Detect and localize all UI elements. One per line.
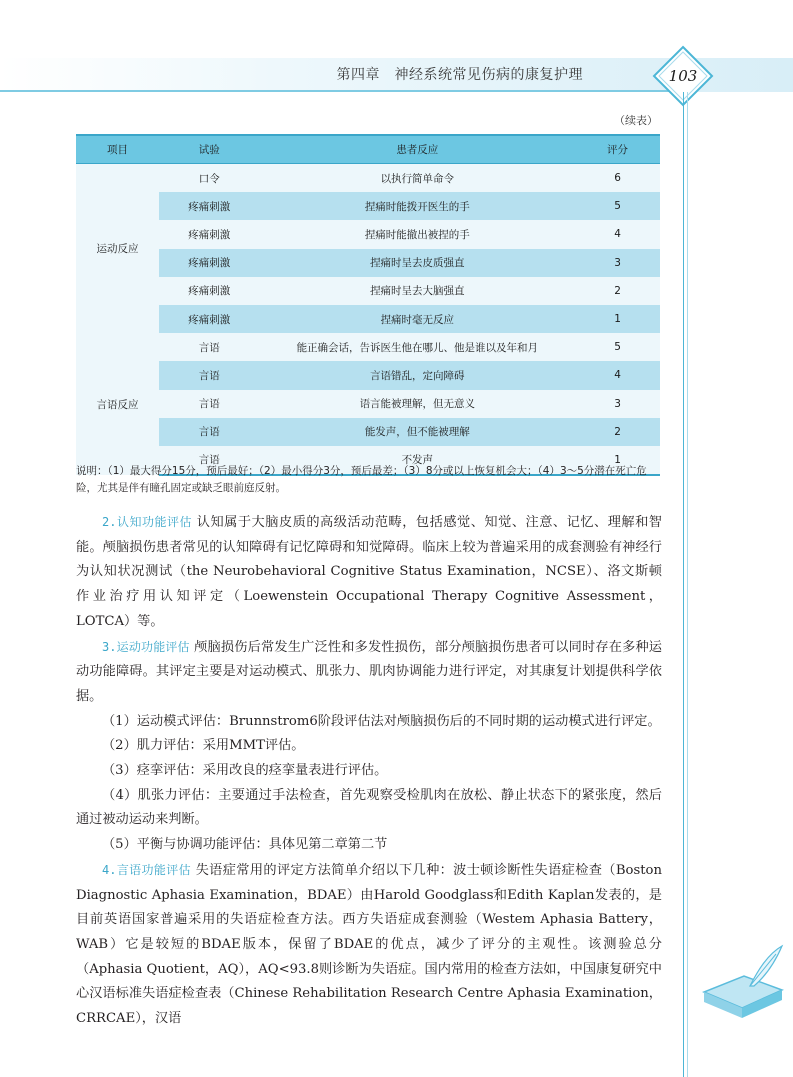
section-text-speech: 失语症常用的评定方法简单介绍以下几种：波士顿诊断性失语症检查（Boston Diagnostic Aphasia Examination，BDAE）由Harold Goodglass和Edith Kaplan发表的，是目前英语国家普遍采用的失语症检查方法。西方失语症成套测验（Westem Aphasia Battery，WAB）它是较短的BDAE版本，保留了BDAE的优点，减少了评分的主观性。该测验总分（Aphasia Quotient，AQ），AQ<93.8则诊断为失语症。国内常用的检查方法如，中国康复研究中心汉语标准失语症检查表（Chinese Rehabilitation Research Centre Aphasia Examination，CRRCAE），汉语 xyxy=(76,862,662,1027)
test-cell: 言语 xyxy=(159,390,260,418)
group-label: 运动反应 xyxy=(76,164,159,334)
test-cell: 疼痛刺激 xyxy=(159,192,260,220)
score-cell: 1 xyxy=(575,305,660,333)
test-cell: 言语 xyxy=(159,418,260,446)
response-cell: 捏痛时能撤出被捏的手 xyxy=(260,220,576,248)
table-row xyxy=(76,277,660,305)
table-row xyxy=(76,164,660,193)
test-cell: 口令 xyxy=(159,164,260,193)
header-score: 评分 xyxy=(575,135,660,164)
test-cell: 言语 xyxy=(159,446,260,475)
list-item: （4）肌张力评估：主要通过手法检查，首先观察受检肌肉在放松、静止状态下的紧张度，然后通过被动运动来判断。 xyxy=(76,787,662,828)
chapter-title: 第四章 神经系统常见伤病的康复护理 xyxy=(336,67,583,83)
group-label: 言语反应 xyxy=(76,333,159,475)
header-response: 患者反应 xyxy=(260,135,576,164)
score-cell: 2 xyxy=(575,418,660,446)
list-item: （2）肌力评估：采用MMT评估。 xyxy=(102,738,305,754)
response-cell: 能发声，但不能被理解 xyxy=(260,418,576,446)
margin-rule-light xyxy=(687,92,688,1077)
table-row xyxy=(76,305,660,333)
test-cell: 疼痛刺激 xyxy=(159,220,260,248)
score-cell: 2 xyxy=(575,277,660,305)
score-cell: 6 xyxy=(575,164,660,193)
table-row xyxy=(76,418,660,446)
paragraph-cognitive xyxy=(76,510,662,635)
table-continuation-label: （续表） xyxy=(614,114,658,127)
response-cell: 捏痛时毫无反应 xyxy=(260,305,576,333)
score-cell: 5 xyxy=(575,192,660,220)
score-cell: 3 xyxy=(575,390,660,418)
test-cell: 疼痛刺激 xyxy=(159,305,260,333)
margin-rule xyxy=(683,92,684,1077)
score-cell: 5 xyxy=(575,333,660,361)
table-row xyxy=(76,192,660,220)
response-cell: 能正确会话，告诉医生他在哪儿、他是谁以及年和月 xyxy=(260,333,576,361)
section-text-cognitive: 认知属于大脑皮质的高级活动范畴，包括感觉、知觉、注意、记忆、理解和智能。颅脑损伤患者常见的认知障碍有记忆障碍和知觉障碍。临床上较为普遍采用的成套测验有神经行为认知状况测试（the Neurobehavioral Cognitive Status Examination，NCSE）、洛文斯顿作业治疗用认知评定（Loewenstein Occupational Therapy Cognitive Assessment，LOTCA）等。 xyxy=(76,515,662,629)
section-title-motor: 3.运动功能评估 xyxy=(102,639,190,654)
response-cell: 以执行简单命令 xyxy=(260,164,576,193)
table-row xyxy=(76,390,660,418)
table-row xyxy=(76,333,660,361)
list-item: （1）运动模式评估：Brunnstrom6阶段评估法对颅脑损伤后的不同时期的运动模式进行评定。 xyxy=(102,713,661,729)
score-cell: 3 xyxy=(575,249,660,277)
section-text-motor: 颅脑损伤后常发生广泛性和多发性损伤，部分颅脑损伤患者可以同时存在多种运动功能障碍。其评定主要是对运动模式、肌张力、肌肉协调能力进行评定，对其康复计划提供科学依据。 xyxy=(76,639,662,704)
coma-scale-table xyxy=(76,134,660,476)
response-cell: 捏痛时呈去皮质强直 xyxy=(260,249,576,277)
response-cell: 捏痛时呈去大脑强直 xyxy=(260,277,576,305)
list-item: （5）平衡与协调功能评估：具体见第二章第二节 xyxy=(102,837,388,853)
response-cell: 言语错乱，定向障碍 xyxy=(260,361,576,389)
test-cell: 疼痛刺激 xyxy=(159,277,260,305)
table-row xyxy=(76,361,660,389)
paragraph-motor xyxy=(76,635,662,710)
table-note: 说明：（1）最大得分15分，预后最好；（2）最小得分3分，预后最差；（3）8分或以上恢复机会大；（4）3～5分潜在死亡危险，尤其是伴有瞳孔固定或缺乏眼前庭反射。 xyxy=(76,465,647,494)
test-cell: 言语 xyxy=(159,361,260,389)
score-cell: 1 xyxy=(575,446,660,475)
paragraph-speech xyxy=(76,858,662,1032)
test-cell: 言语 xyxy=(159,333,260,361)
header-test: 试验 xyxy=(159,135,260,164)
test-cell: 疼痛刺激 xyxy=(159,249,260,277)
score-cell: 4 xyxy=(575,220,660,248)
header-rule xyxy=(0,90,680,92)
body-text xyxy=(76,510,662,1032)
header-item: 项目 xyxy=(76,135,159,164)
table-header-row xyxy=(76,135,660,164)
section-title-speech: 4.言语功能评估 xyxy=(102,862,192,877)
table-row xyxy=(76,220,660,248)
score-cell: 4 xyxy=(575,361,660,389)
section-title-cognitive: 2.认知功能评估 xyxy=(102,515,193,529)
response-cell: 语言能被理解，但无意义 xyxy=(260,390,576,418)
page-number: 103 xyxy=(668,67,698,85)
list-item: （3）痉挛评估：采用改良的痉挛量表进行评估。 xyxy=(102,763,388,779)
response-cell: 捏痛时能拨开医生的手 xyxy=(260,192,576,220)
book-quill-icon xyxy=(698,940,788,1030)
table-row xyxy=(76,249,660,277)
response-cell: 不发声 xyxy=(260,446,576,475)
